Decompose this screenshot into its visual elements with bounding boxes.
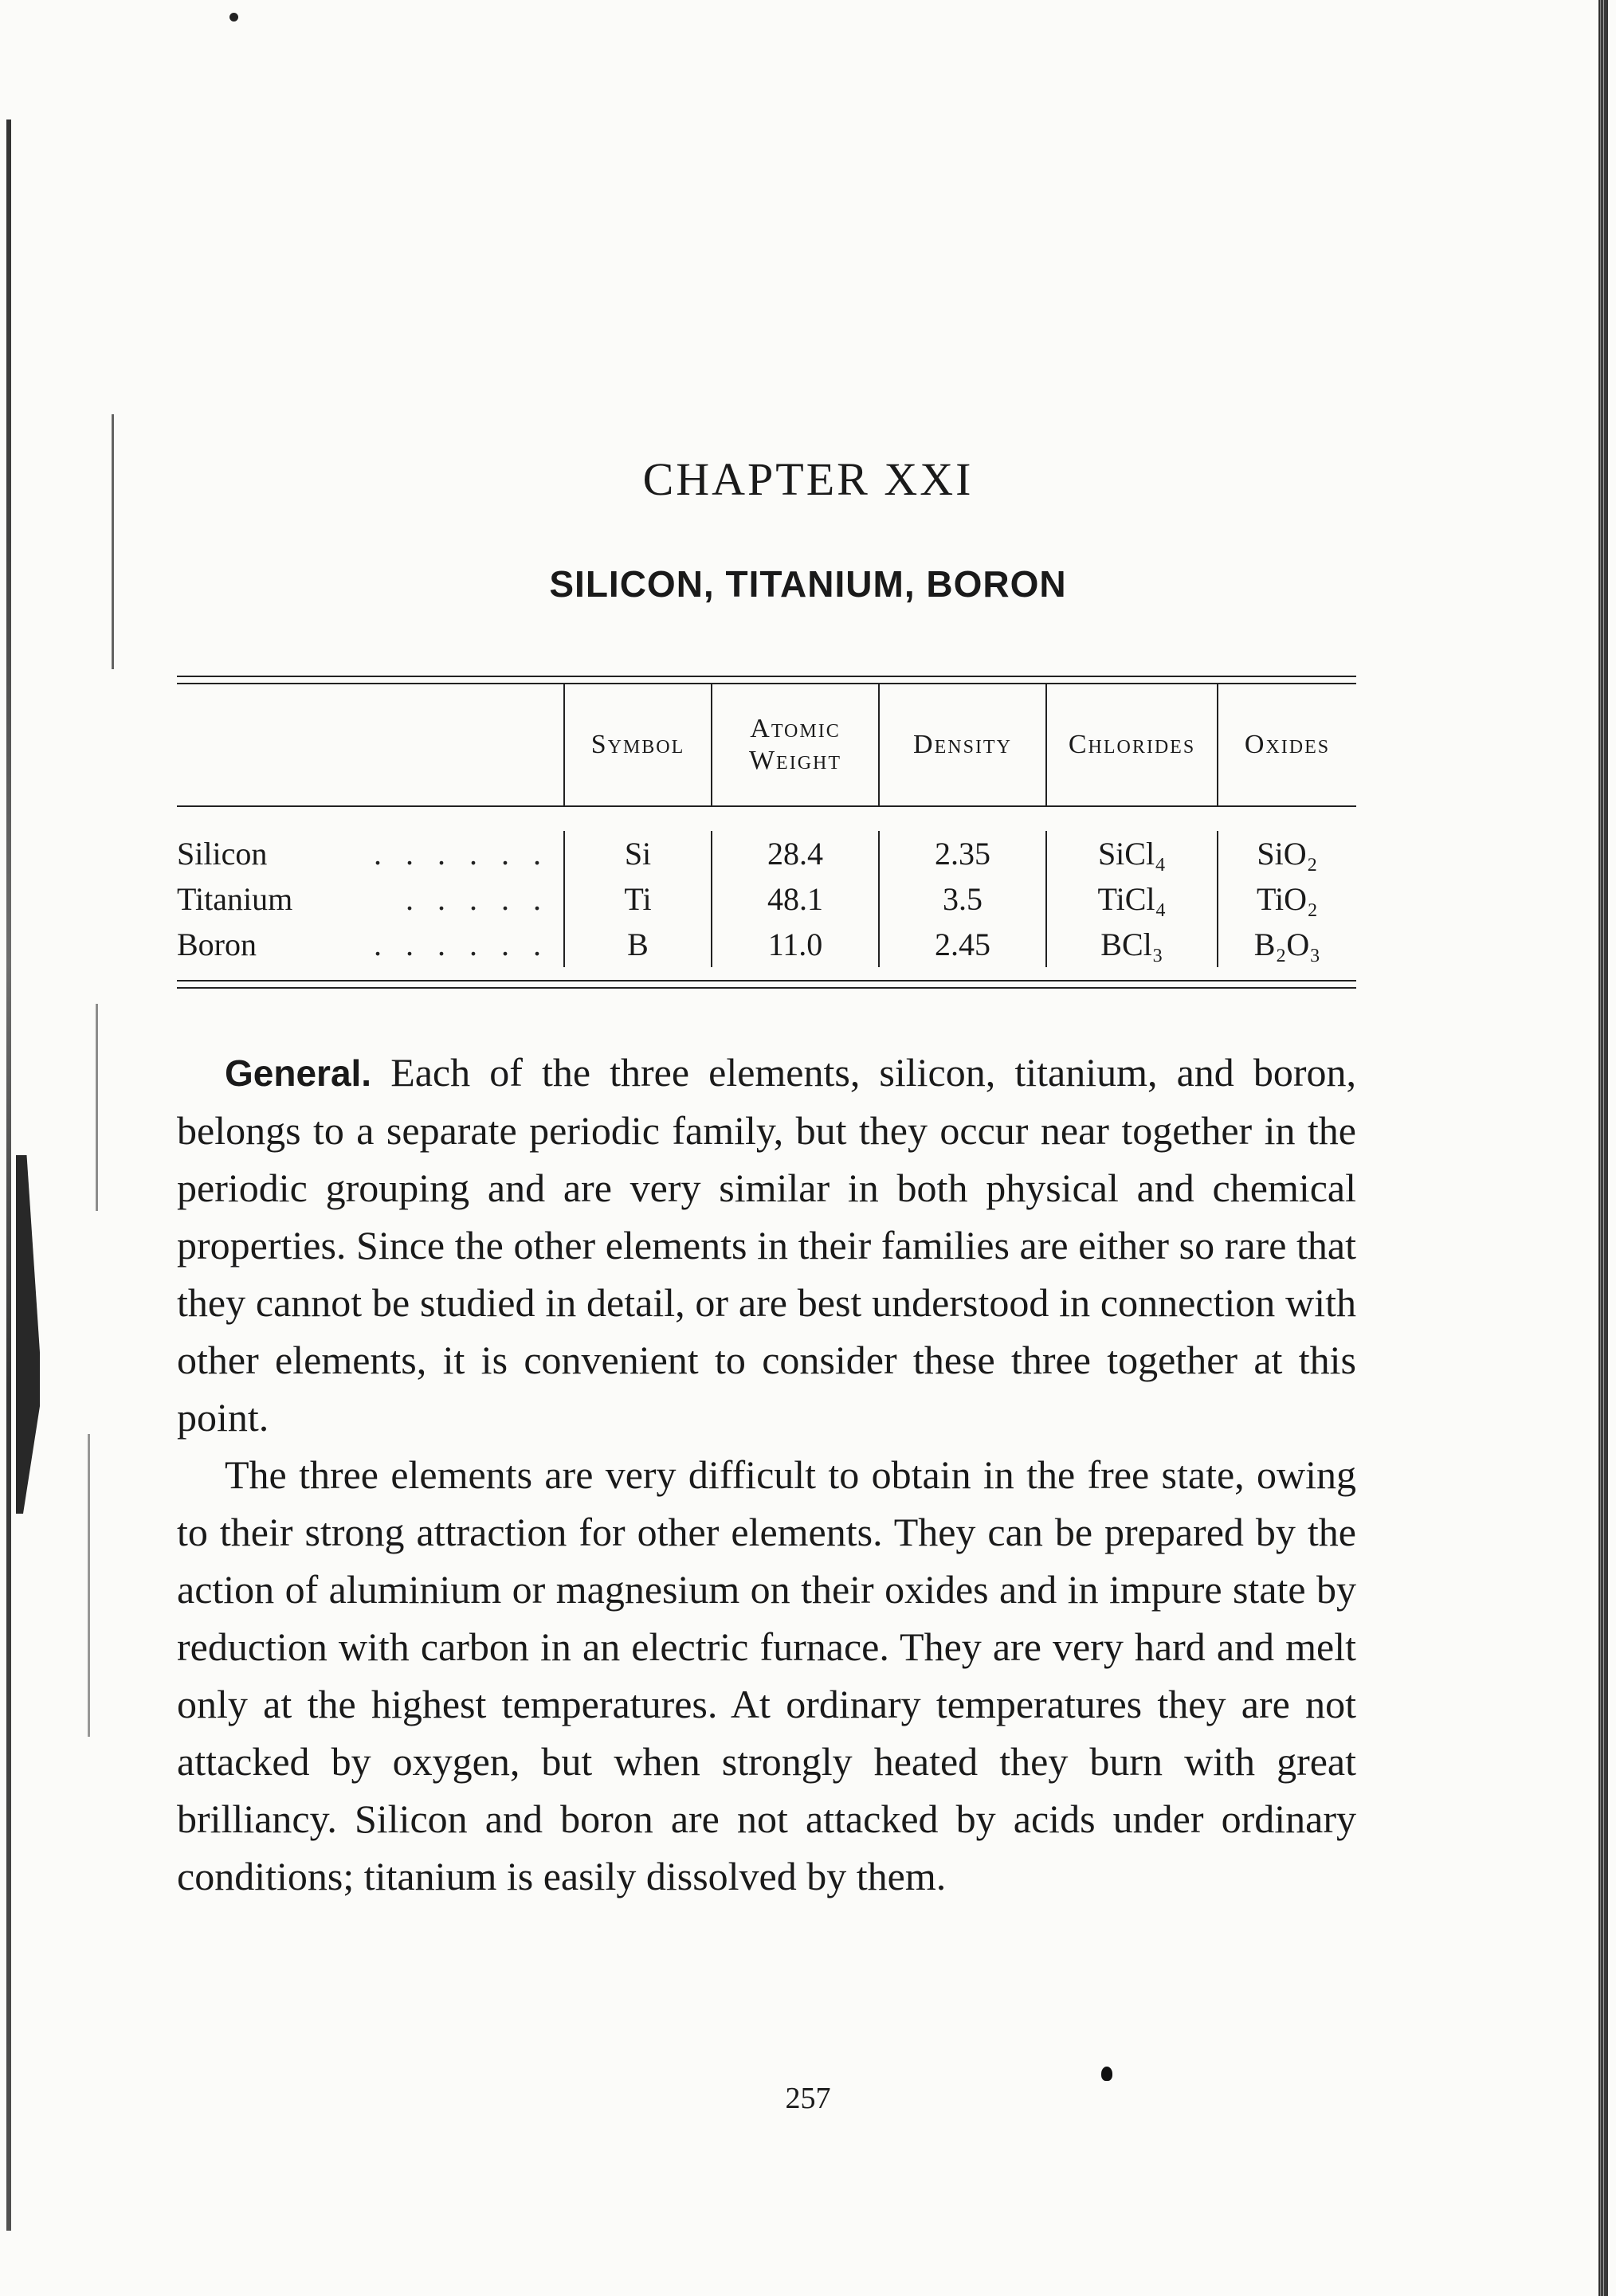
- element-symbol: B: [563, 922, 711, 967]
- elements-table: [177, 676, 1356, 989]
- table-header: [177, 684, 1356, 807]
- element-name-cell: [177, 831, 563, 876]
- header-oxides: Oxides: [1217, 684, 1356, 805]
- element-symbol: Ti: [563, 876, 711, 922]
- table-bottom-rule: [177, 987, 1356, 989]
- density: 3.5: [878, 876, 1045, 922]
- chapter-subtitle: SILICON, TITANIUM, BORON: [549, 563, 1067, 605]
- atomic-weight: 11.0: [711, 922, 878, 967]
- atomic-weight: 48.1: [711, 876, 878, 922]
- ink-blot: [1101, 2067, 1112, 2081]
- atomic-weight: 28.4: [711, 831, 878, 876]
- oxide: SiO₂: [1217, 831, 1356, 876]
- element-symbol: Si: [563, 831, 711, 876]
- dot-leader: . . . . .: [406, 881, 549, 917]
- scan-mark: [96, 1004, 98, 1211]
- element-name: Silicon: [177, 836, 268, 872]
- element-name: Boron: [177, 927, 257, 962]
- paragraph-general: [177, 1044, 1356, 1446]
- header-atomic-weight-label: Atomic Weight: [748, 714, 842, 775]
- table-row: [177, 831, 1356, 876]
- paragraph-lead-word: General.: [225, 1052, 372, 1094]
- header-symbol: Symbol: [563, 684, 711, 805]
- header-cell-blank: [177, 684, 563, 805]
- dot-leader: . . . . . .: [374, 927, 549, 962]
- scan-shadow-left: [16, 1155, 40, 1514]
- header-density: Density: [878, 684, 1045, 805]
- chloride: SiCl₄: [1045, 831, 1217, 876]
- element-name-cell: [177, 922, 563, 967]
- scan-speck: [229, 13, 238, 22]
- scan-edge-left: [6, 120, 11, 2231]
- paragraph: The three elements are very difficult to obtain in the free state, owing to their strong attraction for other elements. They can be prepared by the action of aluminium or magnesium on their oxides and in impure state by reduction with carbon in an electric furnace. They are very hard and melt only at the highest temperatures. At ordinary temperatures they are not attacked by oxygen, but when strongly heated they burn with great brilliancy. Silicon and boron are not attacked by acids under ordinary conditions; titanium is easily dissolved by them.: [177, 1452, 1356, 1898]
- header-chlorides: Chlorides: [1045, 684, 1217, 805]
- oxide: B₂O₃: [1217, 922, 1356, 967]
- table-row: [177, 876, 1356, 922]
- chapter-body: [177, 1044, 1356, 1905]
- dot-leader: . . . . . .: [374, 836, 549, 872]
- table-body: [177, 807, 1356, 980]
- page-number: 257: [785, 2082, 831, 2115]
- element-name: Titanium: [177, 881, 293, 917]
- table-row: [177, 922, 1356, 967]
- density: 2.35: [878, 831, 1045, 876]
- header-atomic-weight: [711, 684, 878, 805]
- chloride: BCl₃: [1045, 922, 1217, 967]
- scan-mark: [88, 1434, 90, 1737]
- oxide: TiO₂: [1217, 876, 1356, 922]
- density: 2.45: [878, 922, 1045, 967]
- chloride: TiCl₄: [1045, 876, 1217, 922]
- chapter-title: CHAPTER XXI: [642, 453, 974, 505]
- element-name-cell: [177, 876, 563, 922]
- scan-edge-right: [1598, 0, 1608, 2296]
- paragraph-text: Each of the three elements, silicon, titanium, and boron, belongs to a separate periodic family, but they occur near together in the periodic grouping and are very similar in both physical and chemical properties. Since the other elements in their families are either so rare that they cannot be studied in detail, or are best understood in connection with other elements, it is convenient to consider these three together at this point.: [177, 1050, 1356, 1440]
